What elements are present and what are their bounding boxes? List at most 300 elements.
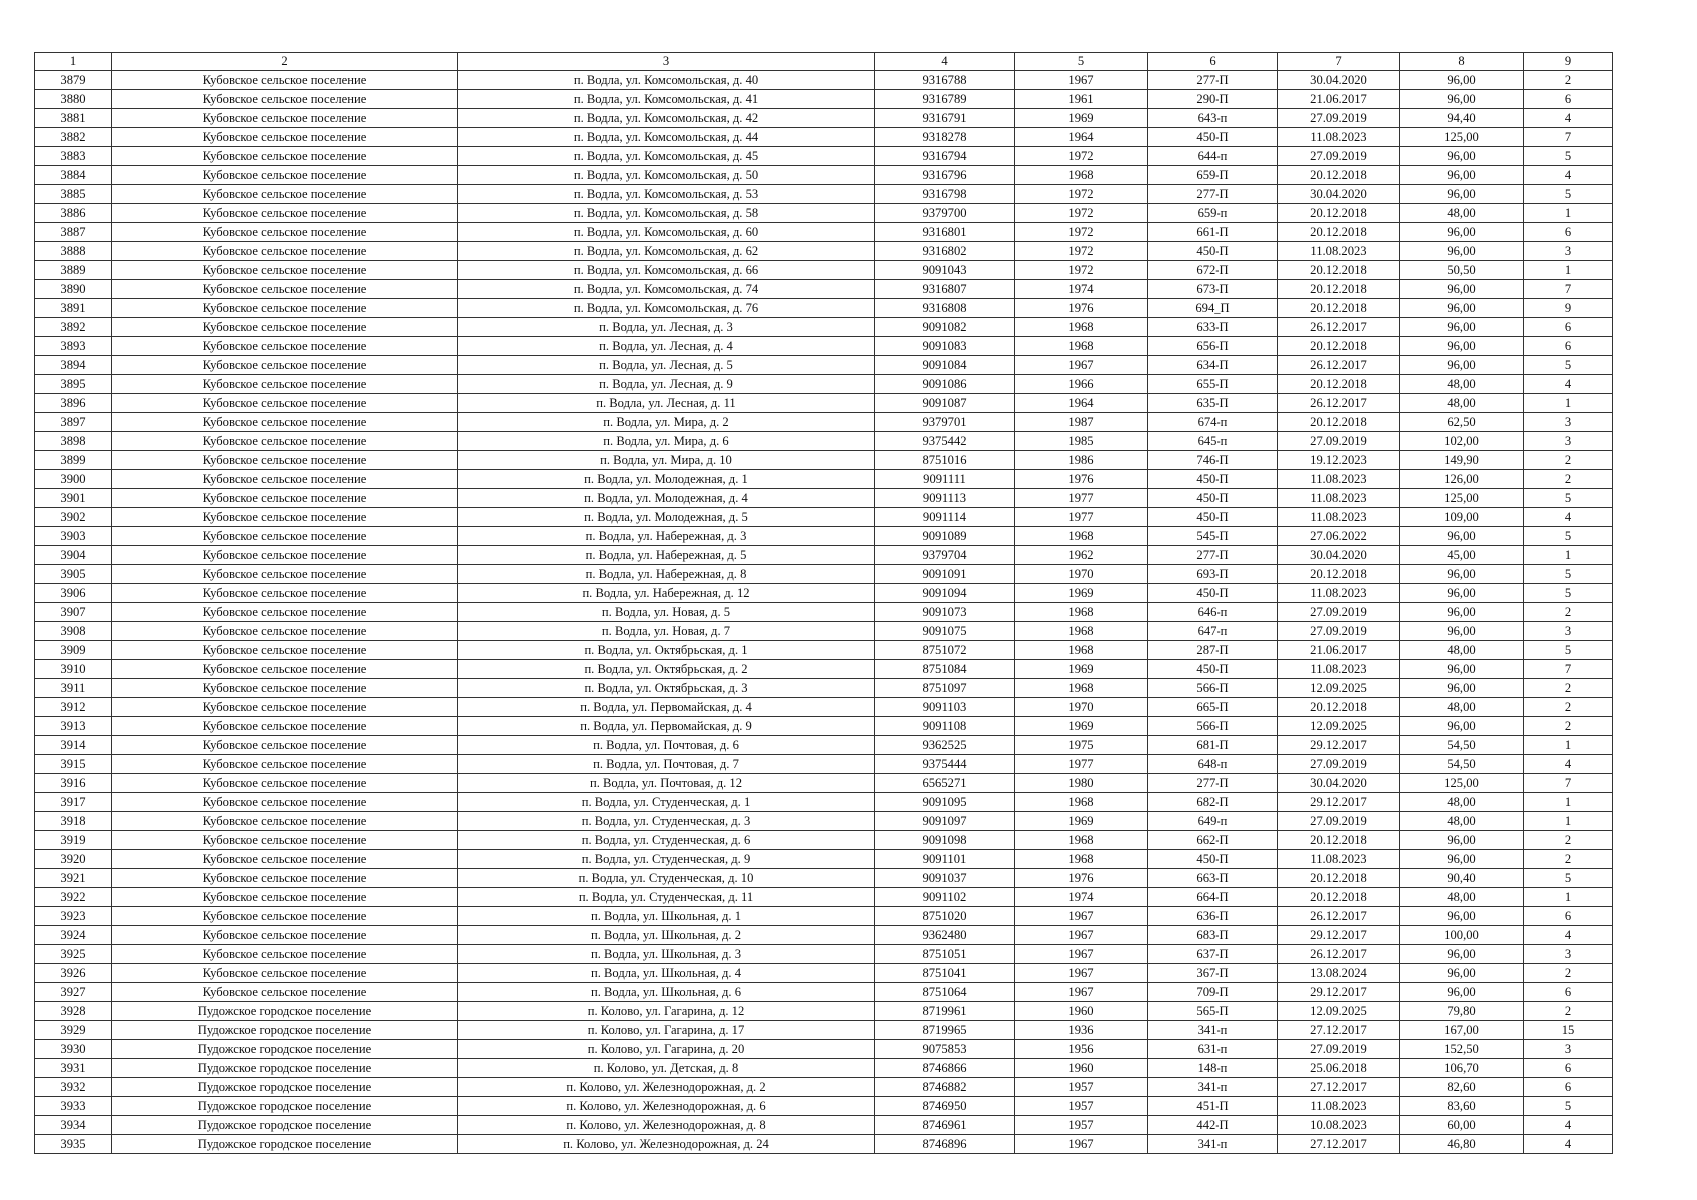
row-number-cell: 3880: [35, 90, 112, 109]
year-cell: 1974: [1015, 888, 1148, 907]
table-row: [35, 204, 1613, 223]
residents-cell: 3: [1524, 1040, 1613, 1059]
row-number-cell: 3907: [35, 603, 112, 622]
year-cell: 1967: [1015, 983, 1148, 1002]
building-id-cell: 8746950: [875, 1097, 1015, 1116]
settlement-cell: Пудожское городское поселение: [112, 1040, 458, 1059]
residents-cell: 7: [1524, 774, 1613, 793]
document-page: [34, 52, 1612, 1154]
decision-date-cell: 27.09.2019: [1278, 622, 1400, 641]
area-cell: 60,00: [1400, 1116, 1524, 1135]
building-id-cell: 9316791: [875, 109, 1015, 128]
decision-number-cell: 663-П: [1148, 869, 1278, 888]
decision-date-cell: 21.06.2017: [1278, 90, 1400, 109]
address-cell: п. Водла, ул. Первомайская, д. 9: [458, 717, 875, 736]
decision-number-cell: 709-П: [1148, 983, 1278, 1002]
row-number-cell: 3887: [35, 223, 112, 242]
address-cell: п. Водла, ул. Комсомольская, д. 74: [458, 280, 875, 299]
decision-date-cell: 12.09.2025: [1278, 717, 1400, 736]
address-cell: п. Водла, ул. Молодежная, д. 1: [458, 470, 875, 489]
table-row: [35, 793, 1613, 812]
year-cell: 1985: [1015, 432, 1148, 451]
row-number-cell: 3901: [35, 489, 112, 508]
decision-number-cell: 565-П: [1148, 1002, 1278, 1021]
decision-number-cell: 656-П: [1148, 337, 1278, 356]
decision-date-cell: 27.09.2019: [1278, 812, 1400, 831]
address-cell: п. Водла, ул. Мира, д. 2: [458, 413, 875, 432]
address-cell: п. Водла, ул. Комсомольская, д. 76: [458, 299, 875, 318]
row-number-cell: 3888: [35, 242, 112, 261]
address-cell: п. Колово, ул. Гагарина, д. 20: [458, 1040, 875, 1059]
settlement-cell: Кубовское сельское поселение: [112, 641, 458, 660]
decision-date-cell: 25.06.2018: [1278, 1059, 1400, 1078]
year-cell: 1972: [1015, 204, 1148, 223]
settlement-cell: Пудожское городское поселение: [112, 1135, 458, 1154]
residents-cell: 1: [1524, 204, 1613, 223]
decision-date-cell: 11.08.2023: [1278, 660, 1400, 679]
table-row: [35, 736, 1613, 755]
address-cell: п. Водла, ул. Комсомольская, д. 44: [458, 128, 875, 147]
decision-date-cell: 11.08.2023: [1278, 470, 1400, 489]
year-cell: 1967: [1015, 71, 1148, 90]
settlement-cell: Кубовское сельское поселение: [112, 717, 458, 736]
address-cell: п. Водла, ул. Комсомольская, д. 40: [458, 71, 875, 90]
building-id-cell: 9091075: [875, 622, 1015, 641]
row-number-cell: 3913: [35, 717, 112, 736]
residents-cell: 5: [1524, 185, 1613, 204]
decision-number-cell: 672-П: [1148, 261, 1278, 280]
decision-number-cell: 450-П: [1148, 489, 1278, 508]
building-id-cell: 8751020: [875, 907, 1015, 926]
area-cell: 96,00: [1400, 831, 1524, 850]
decision-number-cell: 683-П: [1148, 926, 1278, 945]
year-cell: 1957: [1015, 1116, 1148, 1135]
area-cell: 82,60: [1400, 1078, 1524, 1097]
area-cell: 62,50: [1400, 413, 1524, 432]
year-cell: 1968: [1015, 850, 1148, 869]
settlement-cell: Кубовское сельское поселение: [112, 964, 458, 983]
table-row: [35, 242, 1613, 261]
decision-number-cell: 450-П: [1148, 128, 1278, 147]
settlement-cell: Кубовское сельское поселение: [112, 812, 458, 831]
row-number-cell: 3934: [35, 1116, 112, 1135]
year-cell: 1962: [1015, 546, 1148, 565]
column-number-header: 3: [458, 53, 875, 71]
year-cell: 1987: [1015, 413, 1148, 432]
year-cell: 1977: [1015, 755, 1148, 774]
decision-number-cell: 682-П: [1148, 793, 1278, 812]
building-id-cell: 8719961: [875, 1002, 1015, 1021]
area-cell: 48,00: [1400, 793, 1524, 812]
address-cell: п. Водла, ул. Мира, д. 10: [458, 451, 875, 470]
decision-number-cell: 633-П: [1148, 318, 1278, 337]
decision-date-cell: 27.09.2019: [1278, 147, 1400, 166]
area-cell: 90,40: [1400, 869, 1524, 888]
column-number-header: 2: [112, 53, 458, 71]
residents-cell: 1: [1524, 888, 1613, 907]
table-row: [35, 128, 1613, 147]
address-cell: п. Водла, ул. Набережная, д. 5: [458, 546, 875, 565]
decision-number-cell: 673-П: [1148, 280, 1278, 299]
building-id-cell: 8746866: [875, 1059, 1015, 1078]
residents-cell: 4: [1524, 166, 1613, 185]
building-id-cell: 8746882: [875, 1078, 1015, 1097]
year-cell: 1968: [1015, 831, 1148, 850]
address-cell: п. Водла, ул. Комсомольская, д. 42: [458, 109, 875, 128]
area-cell: 96,00: [1400, 565, 1524, 584]
row-number-cell: 3905: [35, 565, 112, 584]
table-row: [35, 850, 1613, 869]
decision-number-cell: 693-П: [1148, 565, 1278, 584]
settlement-cell: Кубовское сельское поселение: [112, 774, 458, 793]
area-cell: 125,00: [1400, 774, 1524, 793]
settlement-cell: Кубовское сельское поселение: [112, 850, 458, 869]
row-number-cell: 3933: [35, 1097, 112, 1116]
residents-cell: 5: [1524, 147, 1613, 166]
building-id-cell: 6565271: [875, 774, 1015, 793]
table-row: [35, 1040, 1613, 1059]
row-number-cell: 3925: [35, 945, 112, 964]
decision-number-cell: 662-П: [1148, 831, 1278, 850]
residents-cell: 2: [1524, 451, 1613, 470]
year-cell: 1968: [1015, 166, 1148, 185]
area-cell: 126,00: [1400, 470, 1524, 489]
decision-number-cell: 442-П: [1148, 1116, 1278, 1135]
area-cell: 96,00: [1400, 185, 1524, 204]
residents-cell: 5: [1524, 565, 1613, 584]
area-cell: 96,00: [1400, 337, 1524, 356]
row-number-cell: 3892: [35, 318, 112, 337]
settlement-cell: Пудожское городское поселение: [112, 1021, 458, 1040]
area-cell: 54,50: [1400, 736, 1524, 755]
table-row: [35, 337, 1613, 356]
decision-number-cell: 674-п: [1148, 413, 1278, 432]
row-number-cell: 3915: [35, 755, 112, 774]
area-cell: 50,50: [1400, 261, 1524, 280]
area-cell: 96,00: [1400, 717, 1524, 736]
address-cell: п. Водла, ул. Октябрьская, д. 1: [458, 641, 875, 660]
row-number-cell: 3911: [35, 679, 112, 698]
building-id-cell: 9091097: [875, 812, 1015, 831]
settlement-cell: Пудожское городское поселение: [112, 1097, 458, 1116]
address-cell: п. Водла, ул. Новая, д. 5: [458, 603, 875, 622]
building-id-cell: 8751084: [875, 660, 1015, 679]
settlement-cell: Кубовское сельское поселение: [112, 945, 458, 964]
table-row: [35, 945, 1613, 964]
year-cell: 1960: [1015, 1059, 1148, 1078]
residents-cell: 2: [1524, 603, 1613, 622]
decision-date-cell: 12.09.2025: [1278, 679, 1400, 698]
address-cell: п. Водла, ул. Комсомольская, д. 50: [458, 166, 875, 185]
building-id-cell: 8719965: [875, 1021, 1015, 1040]
settlement-cell: Кубовское сельское поселение: [112, 318, 458, 337]
settlement-cell: Кубовское сельское поселение: [112, 185, 458, 204]
table-row: [35, 1059, 1613, 1078]
settlement-cell: Кубовское сельское поселение: [112, 128, 458, 147]
decision-date-cell: 26.12.2017: [1278, 945, 1400, 964]
settlement-cell: Кубовское сельское поселение: [112, 565, 458, 584]
address-cell: п. Водла, ул. Набережная, д. 12: [458, 584, 875, 603]
year-cell: 1969: [1015, 660, 1148, 679]
address-cell: п. Водла, ул. Комсомольская, д. 62: [458, 242, 875, 261]
decision-date-cell: 20.12.2018: [1278, 375, 1400, 394]
building-id-cell: 9091073: [875, 603, 1015, 622]
decision-number-cell: 545-П: [1148, 527, 1278, 546]
decision-date-cell: 10.08.2023: [1278, 1116, 1400, 1135]
decision-number-cell: 648-п: [1148, 755, 1278, 774]
area-cell: 94,40: [1400, 109, 1524, 128]
row-number-cell: 3912: [35, 698, 112, 717]
address-cell: п. Водла, ул. Комсомольская, д. 60: [458, 223, 875, 242]
residents-cell: 15: [1524, 1021, 1613, 1040]
year-cell: 1972: [1015, 147, 1148, 166]
area-cell: 167,00: [1400, 1021, 1524, 1040]
row-number-cell: 3903: [35, 527, 112, 546]
area-cell: 54,50: [1400, 755, 1524, 774]
year-cell: 1960: [1015, 1002, 1148, 1021]
building-id-cell: 9091089: [875, 527, 1015, 546]
address-cell: п. Колово, ул. Гагарина, д. 17: [458, 1021, 875, 1040]
table-row: [35, 356, 1613, 375]
decision-date-cell: 11.08.2023: [1278, 242, 1400, 261]
decision-date-cell: 20.12.2018: [1278, 869, 1400, 888]
row-number-cell: 3900: [35, 470, 112, 489]
residents-cell: 6: [1524, 983, 1613, 1002]
settlement-cell: Кубовское сельское поселение: [112, 888, 458, 907]
year-cell: 1972: [1015, 185, 1148, 204]
row-number-cell: 3919: [35, 831, 112, 850]
row-number-cell: 3920: [35, 850, 112, 869]
table-row: [35, 375, 1613, 394]
year-cell: 1968: [1015, 793, 1148, 812]
area-cell: 48,00: [1400, 204, 1524, 223]
settlement-cell: Пудожское городское поселение: [112, 1059, 458, 1078]
address-cell: п. Колово, ул. Железнодорожная, д. 2: [458, 1078, 875, 1097]
housing-registry-table: [34, 52, 1613, 1154]
address-cell: п. Водла, ул. Почтовая, д. 7: [458, 755, 875, 774]
building-id-cell: 9318278: [875, 128, 1015, 147]
table-row: [35, 812, 1613, 831]
settlement-cell: Кубовское сельское поселение: [112, 71, 458, 90]
building-id-cell: 9091037: [875, 869, 1015, 888]
decision-date-cell: 26.12.2017: [1278, 356, 1400, 375]
decision-date-cell: 20.12.2018: [1278, 299, 1400, 318]
decision-date-cell: 26.12.2017: [1278, 394, 1400, 413]
decision-number-cell: 636-П: [1148, 907, 1278, 926]
settlement-cell: Кубовское сельское поселение: [112, 489, 458, 508]
decision-date-cell: 30.04.2020: [1278, 71, 1400, 90]
residents-cell: 7: [1524, 128, 1613, 147]
address-cell: п. Водла, ул. Лесная, д. 3: [458, 318, 875, 337]
residents-cell: 2: [1524, 698, 1613, 717]
area-cell: 48,00: [1400, 641, 1524, 660]
year-cell: 1961: [1015, 90, 1148, 109]
building-id-cell: 9379701: [875, 413, 1015, 432]
building-id-cell: 9091098: [875, 831, 1015, 850]
address-cell: п. Водла, ул. Почтовая, д. 12: [458, 774, 875, 793]
area-cell: 96,00: [1400, 280, 1524, 299]
residents-cell: 5: [1524, 641, 1613, 660]
settlement-cell: Кубовское сельское поселение: [112, 242, 458, 261]
decision-date-cell: 27.12.2017: [1278, 1021, 1400, 1040]
decision-number-cell: 341-п: [1148, 1135, 1278, 1154]
settlement-cell: Кубовское сельское поселение: [112, 470, 458, 489]
table-row: [35, 1116, 1613, 1135]
decision-date-cell: 27.09.2019: [1278, 1040, 1400, 1059]
area-cell: 102,00: [1400, 432, 1524, 451]
decision-date-cell: 27.12.2017: [1278, 1078, 1400, 1097]
decision-number-cell: 341-п: [1148, 1078, 1278, 1097]
decision-date-cell: 20.12.2018: [1278, 413, 1400, 432]
decision-date-cell: 27.09.2019: [1278, 755, 1400, 774]
row-number-cell: 3889: [35, 261, 112, 280]
address-cell: п. Водла, ул. Молодежная, д. 5: [458, 508, 875, 527]
row-number-cell: 3896: [35, 394, 112, 413]
settlement-cell: Кубовское сельское поселение: [112, 793, 458, 812]
year-cell: 1968: [1015, 622, 1148, 641]
decision-date-cell: 19.12.2023: [1278, 451, 1400, 470]
row-number-cell: 3927: [35, 983, 112, 1002]
row-number-cell: 3910: [35, 660, 112, 679]
decision-date-cell: 11.08.2023: [1278, 584, 1400, 603]
address-cell: п. Водла, ул. Школьная, д. 1: [458, 907, 875, 926]
row-number-cell: 3926: [35, 964, 112, 983]
area-cell: 96,00: [1400, 679, 1524, 698]
building-id-cell: 9091091: [875, 565, 1015, 584]
table-row: [35, 584, 1613, 603]
residents-cell: 1: [1524, 793, 1613, 812]
decision-number-cell: 659-П: [1148, 166, 1278, 185]
building-id-cell: 9091111: [875, 470, 1015, 489]
row-number-cell: 3885: [35, 185, 112, 204]
settlement-cell: Кубовское сельское поселение: [112, 584, 458, 603]
decision-number-cell: 450-П: [1148, 584, 1278, 603]
decision-date-cell: 20.12.2018: [1278, 261, 1400, 280]
row-number-cell: 3916: [35, 774, 112, 793]
year-cell: 1969: [1015, 812, 1148, 831]
row-number-cell: 3882: [35, 128, 112, 147]
settlement-cell: Кубовское сельское поселение: [112, 299, 458, 318]
residents-cell: 6: [1524, 1078, 1613, 1097]
building-id-cell: 9091101: [875, 850, 1015, 869]
settlement-cell: Кубовское сельское поселение: [112, 223, 458, 242]
area-cell: 109,00: [1400, 508, 1524, 527]
decision-date-cell: 11.08.2023: [1278, 1097, 1400, 1116]
year-cell: 1976: [1015, 299, 1148, 318]
table-row: [35, 318, 1613, 337]
residents-cell: 2: [1524, 831, 1613, 850]
building-id-cell: 9316808: [875, 299, 1015, 318]
decision-number-cell: 661-П: [1148, 223, 1278, 242]
decision-number-cell: 450-П: [1148, 242, 1278, 261]
residents-cell: 4: [1524, 1116, 1613, 1135]
table-row: [35, 774, 1613, 793]
building-id-cell: 9362480: [875, 926, 1015, 945]
area-cell: 48,00: [1400, 812, 1524, 831]
year-cell: 1967: [1015, 907, 1148, 926]
area-cell: 48,00: [1400, 888, 1524, 907]
table-row: [35, 679, 1613, 698]
building-id-cell: 9091084: [875, 356, 1015, 375]
settlement-cell: Кубовское сельское поселение: [112, 660, 458, 679]
table-row: [35, 603, 1613, 622]
area-cell: 46,80: [1400, 1135, 1524, 1154]
address-cell: п. Колово, ул. Железнодорожная, д. 8: [458, 1116, 875, 1135]
settlement-cell: Пудожское городское поселение: [112, 1002, 458, 1021]
address-cell: п. Водла, ул. Студенческая, д. 10: [458, 869, 875, 888]
decision-date-cell: 20.12.2018: [1278, 223, 1400, 242]
area-cell: 48,00: [1400, 375, 1524, 394]
address-cell: п. Водла, ул. Мира, д. 6: [458, 432, 875, 451]
area-cell: 96,00: [1400, 356, 1524, 375]
column-number-header: 6: [1148, 53, 1278, 71]
decision-date-cell: 30.04.2020: [1278, 546, 1400, 565]
area-cell: 96,00: [1400, 299, 1524, 318]
decision-date-cell: 27.09.2019: [1278, 432, 1400, 451]
row-number-cell: 3879: [35, 71, 112, 90]
residents-cell: 3: [1524, 242, 1613, 261]
year-cell: 1964: [1015, 128, 1148, 147]
decision-number-cell: 290-П: [1148, 90, 1278, 109]
row-number-cell: 3898: [35, 432, 112, 451]
address-cell: п. Колово, ул. Детская, д. 8: [458, 1059, 875, 1078]
table-row: [35, 565, 1613, 584]
address-cell: п. Водла, ул. Лесная, д. 9: [458, 375, 875, 394]
building-id-cell: 9316789: [875, 90, 1015, 109]
row-number-cell: 3881: [35, 109, 112, 128]
decision-date-cell: 20.12.2018: [1278, 565, 1400, 584]
building-id-cell: 8751064: [875, 983, 1015, 1002]
address-cell: п. Водла, ул. Первомайская, д. 4: [458, 698, 875, 717]
decision-date-cell: 11.08.2023: [1278, 489, 1400, 508]
area-cell: 96,00: [1400, 242, 1524, 261]
area-cell: 96,00: [1400, 223, 1524, 242]
table-row: [35, 869, 1613, 888]
area-cell: 96,00: [1400, 603, 1524, 622]
year-cell: 1969: [1015, 717, 1148, 736]
year-cell: 1968: [1015, 318, 1148, 337]
decision-date-cell: 11.08.2023: [1278, 128, 1400, 147]
decision-number-cell: 287-П: [1148, 641, 1278, 660]
residents-cell: 1: [1524, 546, 1613, 565]
decision-number-cell: 277-П: [1148, 71, 1278, 90]
building-id-cell: 9075853: [875, 1040, 1015, 1059]
area-cell: 48,00: [1400, 698, 1524, 717]
address-cell: п. Водла, ул. Студенческая, д. 1: [458, 793, 875, 812]
area-cell: 48,00: [1400, 394, 1524, 413]
building-id-cell: 9375442: [875, 432, 1015, 451]
decision-date-cell: 11.08.2023: [1278, 850, 1400, 869]
residents-cell: 5: [1524, 527, 1613, 546]
year-cell: 1972: [1015, 242, 1148, 261]
address-cell: п. Колово, ул. Железнодорожная, д. 6: [458, 1097, 875, 1116]
building-id-cell: 8751097: [875, 679, 1015, 698]
row-number-cell: 3917: [35, 793, 112, 812]
table-row: [35, 717, 1613, 736]
address-cell: п. Водла, ул. Студенческая, д. 3: [458, 812, 875, 831]
decision-number-cell: 451-П: [1148, 1097, 1278, 1116]
table-row: [35, 432, 1613, 451]
building-id-cell: 9316807: [875, 280, 1015, 299]
row-number-cell: 3918: [35, 812, 112, 831]
settlement-cell: Пудожское городское поселение: [112, 1078, 458, 1097]
table-row: [35, 71, 1613, 90]
decision-number-cell: 450-П: [1148, 850, 1278, 869]
decision-number-cell: 566-П: [1148, 679, 1278, 698]
settlement-cell: Кубовское сельское поселение: [112, 546, 458, 565]
decision-date-cell: 20.12.2018: [1278, 280, 1400, 299]
row-number-cell: 3930: [35, 1040, 112, 1059]
